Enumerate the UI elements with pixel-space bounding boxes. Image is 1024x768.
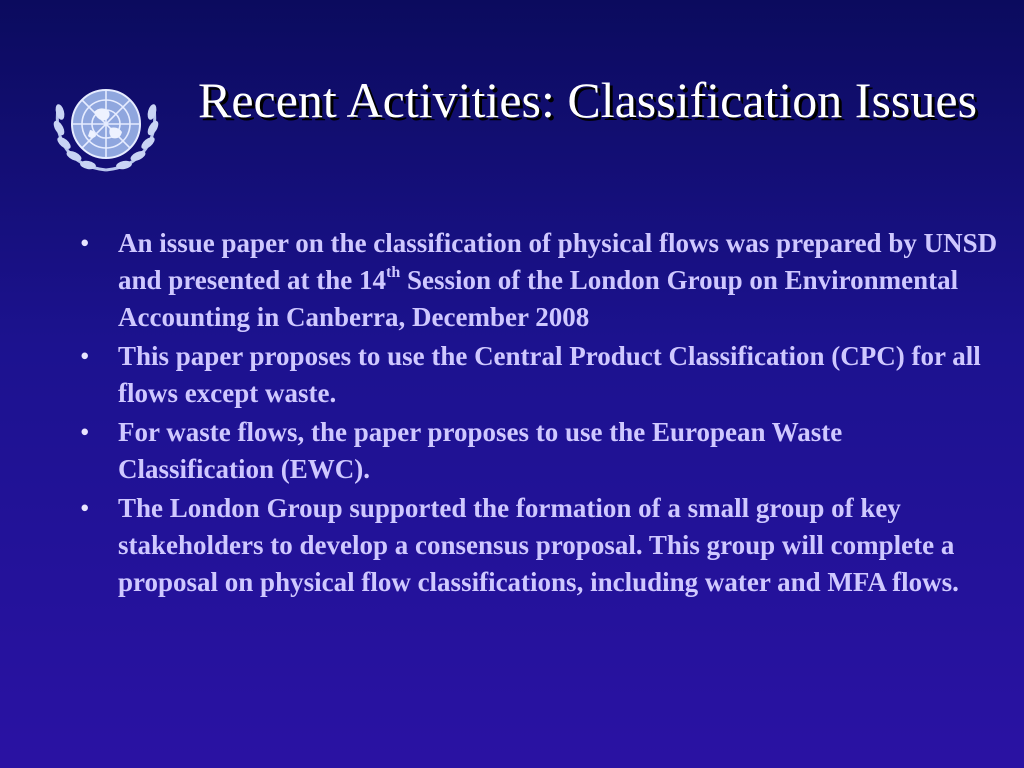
bullet-text: This paper proposes to use the Central Product Classification (CPC) for all flows except waste. xyxy=(118,341,981,408)
bullet-list xyxy=(80,225,1000,603)
list-item xyxy=(80,414,1000,488)
bullet-icon: • xyxy=(80,341,90,371)
bullet-icon: • xyxy=(80,417,90,447)
ordinal-superscript: th xyxy=(386,264,401,281)
bullet-text: For waste flows, the paper proposes to use the European Waste Classification (EWC). xyxy=(118,417,843,484)
bullet-icon: • xyxy=(80,493,90,523)
slide-title: Recent Activities: Classification Issues xyxy=(198,72,978,128)
un-emblem-icon xyxy=(50,78,162,174)
list-item xyxy=(80,225,1000,336)
list-item xyxy=(80,490,1000,601)
bullet-text: The London Group supported the formation of a small group of key stakeholders to develop a consensus proposal. This group will complete a proposal on physical flow classifications, including water and MFA flows. xyxy=(118,493,959,597)
list-item xyxy=(80,338,1000,412)
bullet-text: Session of the London Group on Environmental Accounting in Canberra, December 2008 xyxy=(118,265,959,332)
bullet-text: An issue paper on the classification of physical flows was prepared by UNSD and presented at the 14 xyxy=(118,228,998,295)
bullet-icon: • xyxy=(80,228,90,258)
